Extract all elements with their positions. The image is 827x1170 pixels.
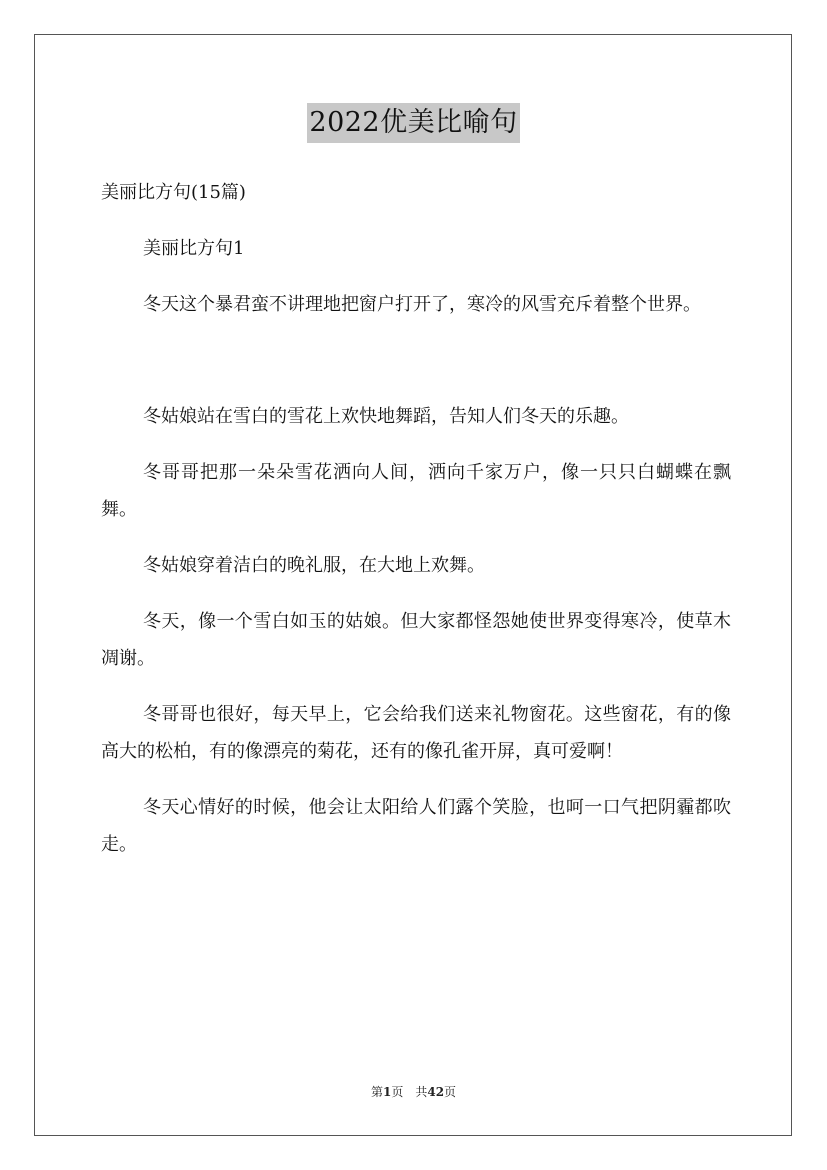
paragraph: 冬姑娘穿着洁白的晚礼服，在大地上欢舞。 [143,555,485,576]
total-prefix: 共 [415,1085,428,1099]
paragraph: 冬哥哥把那一朵朵雪花洒向人间，洒向千家万户，像一只只白蝴蝶在飘舞。 [101,462,731,520]
document-title: 2022优美比喻句 [307,103,519,143]
page-number: 1 [382,1085,392,1099]
page-prefix: 第 [370,1085,383,1099]
page-suffix: 页 [391,1085,404,1099]
page-footer [0,1083,827,1100]
paragraph: 冬天这个暴君蛮不讲理地把窗户打开了，寒冷的风雪充斥着整个世界。 [143,294,701,315]
total-pages: 42 [427,1085,445,1099]
title-container [0,103,827,143]
total-suffix: 页 [444,1085,457,1099]
document-subtitle: 美丽比方句(15篇) [101,182,246,203]
paragraph: 冬天，像一个雪白如玉的姑娘。但大家都怪怨她使世界变得寒冷，使草木凋谢。 [101,611,731,669]
document-body [101,174,731,882]
section-heading: 美丽比方句1 [143,238,245,259]
paragraph: 冬姑娘站在雪白的雪花上欢快地舞蹈，告知人们冬天的乐趣。 [143,406,629,427]
paragraph: 冬天心情好的时候，他会让太阳给人们露个笑脸，也呵一口气把阴霾都吹走。 [101,797,731,855]
paragraph: 冬哥哥也很好，每天早上，它会给我们送来礼物窗花。这些窗花，有的像高大的松柏，有的像漂亮的菊花，还有的像孔雀开屏，真可爱啊！ [101,704,731,762]
